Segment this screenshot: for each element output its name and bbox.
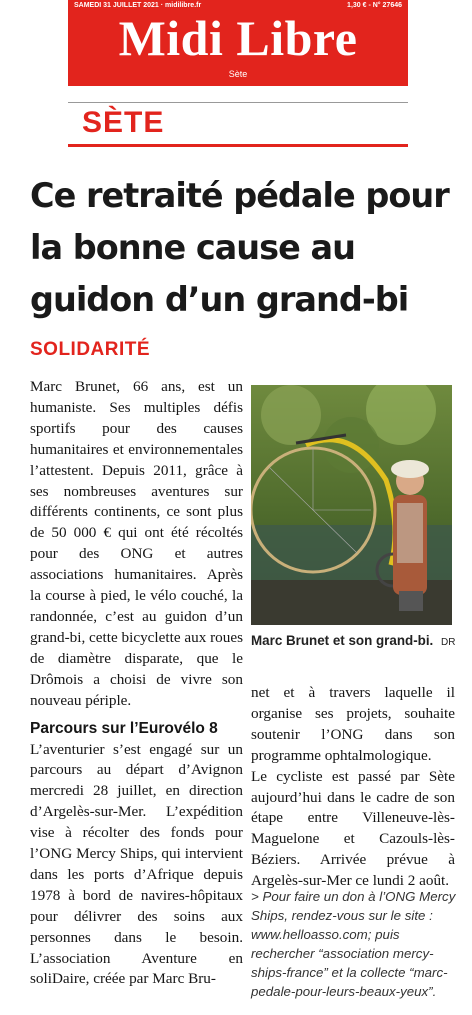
masthead-logo: Midi Libre [118,10,358,66]
masthead-edition: Sète [228,69,248,79]
section-divider [68,102,408,103]
donation-note: > Pour faire un don à l’ONG Mercy Ships, rendez-vous sur le site : www.helloasso.com; puis rechercher “association mercy-ships-france” et la collecte “marc-pedale-pour-leurs-beaux-yeux”. [251,889,456,999]
masthead-top-line [74,2,402,9]
article-photo [251,385,452,625]
paragraph: L’aventurier s’est engagé sur un parcours au départ d’Avignon mercredi 28 juillet, en direction d’Argelès-sur-Mer. L’expédition vise à récolter des fonds pour l’ONG Mercy Ships, qui intervient dans les ports d’Afrique depuis 1978 à bord de navires-hôpitaux pour délivrer des soins aux personnes dans le besoin. L’association Aventure en soliDaire, créée par Marc Bru- [30,740,243,988]
article-kicker: SOLIDARITÉ [30,339,151,360]
paragraph: Le cycliste est passé par Sète aujourd’hui dans le cadre de son étape entre Villeneuve-lès-Maguelone et Cazouls-lès-Béziers. Arrivée prévue à Argelès-sur-Mer ce lundi 2 août. [251,767,455,890]
section-rule [68,144,408,147]
masthead-date: SAMEDI 31 JUILLET 2021 · midilibre.fr [74,2,202,9]
article-column-2 [251,683,455,892]
paragraph: Marc Brunet, 66 ans, est un humaniste. Ses multiples défis sportifs pour des causes humanitaires et environnementales l’attestent. Depuis 2011, grâce à ses nombreuses aventures sur différents continents, ce sont plus de 50 000 € qui ont été récoltés pour des ONG et autres associations humanitaires. Après la course à pied, le vélo couché, la randonnée, c’est au guidon d’un grand-bi, cette bicyclette aux roues de diamètre disparate, que le Drômois a choisi de vivre son nouveau périple. [30,378,243,709]
caption-text: Marc Brunet et son grand-bi. [251,633,434,648]
masthead [68,0,408,86]
photo-caption [251,633,456,648]
section-title: SÈTE [82,106,165,139]
photo-credit: DR [441,637,456,648]
article-subhead: Parcours sur l’Eurovélo 8 [30,719,218,737]
paragraph: net et à travers laquelle il organise ses projets, souhaite soutenir l’ONG dans son programme ophtalmologique. [251,684,455,764]
article-column-1 [30,377,243,990]
article-headline: Ce retraité pédale pour la bonne cause au guidon d’un grand-bi [30,176,449,319]
masthead-price: 1,30 € - N° 27646 [347,2,402,9]
cyclist-photo-illustration [251,385,452,625]
